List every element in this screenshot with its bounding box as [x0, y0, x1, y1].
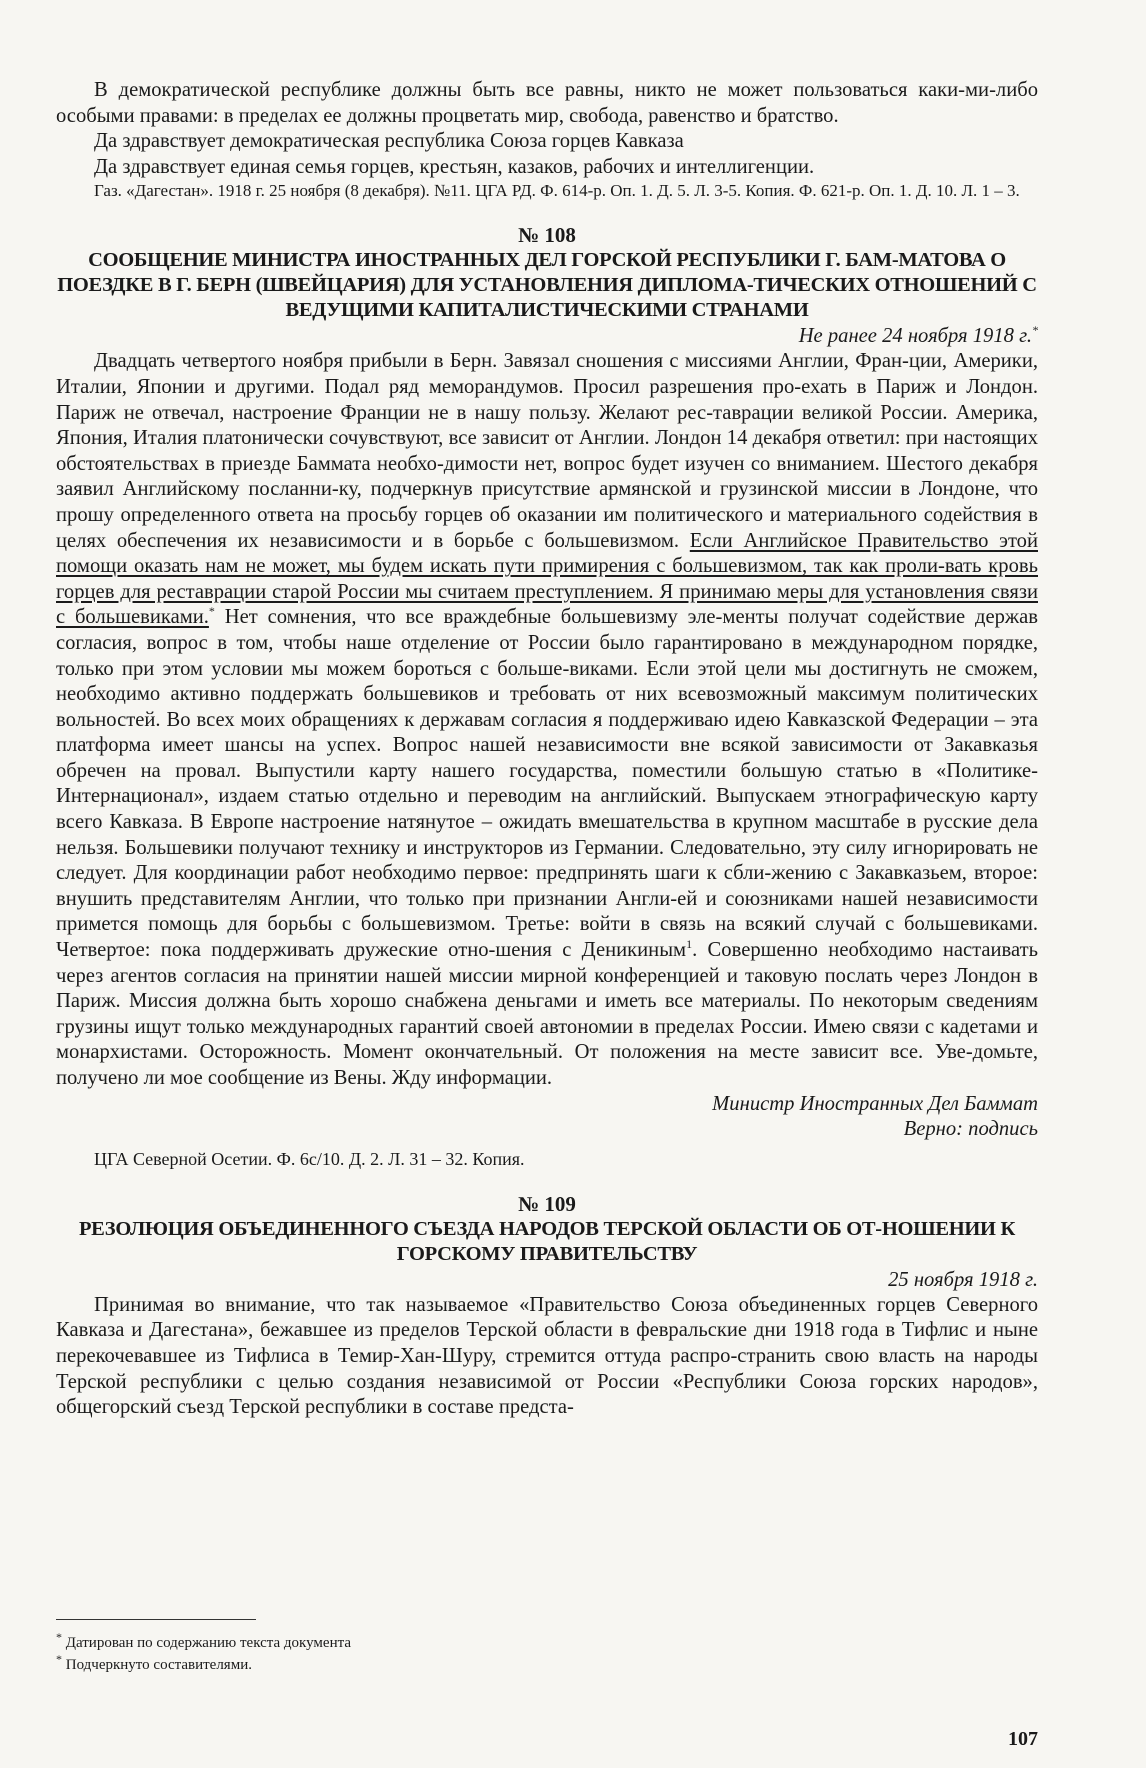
doc108-date-line	[56, 323, 1038, 349]
doc108-body-after-1: Нет сомнения, что все враждебные большевизму эле-менты получат содействие держав согласия, вопрос в том, чтобы наше отделение от России было гарантировано в международном порядке, только при этом условии мы можем бороться с больше-виками. Если этой цели мы достигнуть не сможем, необходимо активно поддержать большевиков и требовать от них всевозможный максимум политических вольностей. Во всех моих обращениях к державам согласия я поддерживаю идею Кавказской Федерации – эта платформа имеет шансы на успех. Вопрос нашей независимости вне всякой зависимости от Закавказья обречен на провал. Выпустили карту нашего государства, поместили большую статью в «Политике-Интернационал», издаем статью отдельно и переводим на английский. Выпускаем этнографическую карту всего Кавказа. В Европе настроение натянутое – ожидать вмешательства в крупном масштабе в русские дела нельзя. Большевики получают технику и инструкторов из Германии. Следовательно, эту силу игнорировать не следует. Для координации работ необходимо первое: предпринять шаги к сбли-жению с Закавказьем, второе: внушить представителям Англии, что только при признании Англи-ей и союзниками нашей независимости примется помощь для борьбы с большевизмом. Третье: войти в связь на всякий случай с большевиками. Четвертое: пока поддерживать дружеские отно-шения с Деникиным	[56, 606, 1038, 962]
doc108-footnote-ref: 1	[686, 937, 693, 952]
footnote-mark: *	[56, 1630, 62, 1644]
footnote	[56, 1654, 351, 1676]
document-109	[56, 1191, 1038, 1421]
intro-paragraph: В демократической республике должны быть все равны, никто не может пользоваться каки-ми-либо особыми правами: в пределах ее должны процветать мир, свобода, равенство и братство.	[56, 79, 1038, 127]
document-108	[56, 222, 1038, 1170]
footnotes	[56, 1632, 351, 1676]
footnote-divider	[56, 1619, 256, 1620]
doc109-title: РЕЗОЛЮЦИЯ ОБЪЕДИНЕННОГО СЪЕЗДА НАРОДОВ ТЕРСКОЙ ОБЛАСТИ ОБ ОТ-НОШЕНИИ К ГОРСКОМУ ПРАВИТЕЛЬСТВУ	[78, 1217, 1016, 1265]
intro-paragraph: Да здравствует единая семья горцев, крестьян, казаков, рабочих и интеллигенции.	[94, 155, 815, 178]
doc108-signature: Министр Иностранных Дел Баммат	[712, 1092, 1038, 1115]
footnote	[56, 1632, 351, 1654]
doc109-body: Принимая во внимание, что так называемое «Правительство Союза объединенных горцев Северного Кавказа и Дагестана», бежавшее из пределов Терской области в февральские дни 1918 года в Тифлис и ныне перекочевавшее из Тифлиса в Темир-Хан-Шуру, стремится оттуда распро-странить свою власть на народы Терской республики с целью создания независимой от России «Республики Союза горских народов», общегорский съезд Терской республики в составе предста-	[56, 1293, 1038, 1419]
doc108-verification: Верно: подпись	[903, 1118, 1038, 1141]
doc108-number: № 108	[518, 223, 576, 248]
footnote-text: Подчеркнуто составителями.	[65, 1657, 252, 1673]
intro-section	[56, 78, 1038, 202]
doc108-title: СООБЩЕНИЕ МИНИСТРА ИНОСТРАННЫХ ДЕЛ ГОРСКОЙ РЕСПУБЛИКИ Г. БАМ-МАТОВА О ПОЕЗДКЕ В Г. БЕРН (ШВЕЙЦАРИЯ) ДЛЯ УСТАНОВЛЕНИЯ ДИПЛОМА-ТИЧЕСКИХ ОТНОШЕНИЙ С ВЕДУЩИМИ КАПИТАЛИСТИЧЕСКИМИ СТРАНАМИ	[57, 249, 1037, 322]
doc108-date-footnote-mark: *	[1032, 323, 1038, 338]
intro-source: Газ. «Дагестан». 1918 г. 25 ноября (8 декабря). №11. ЦГА РД. Ф. 614-р. Оп. 1. Д. 5. Л. 3-5. Копия. Ф. 621-р. Оп. 1. Д. 10. Л. 1 – 3.	[94, 181, 1020, 201]
footnote-mark: *	[56, 1652, 62, 1666]
doc108-body-after-2: . Совершенно необходимо настаивать через агентов согласия на принятии нашей миссии мирной конференцией и таковую послать через Лондон в Париж. Миссия должна быть хорошо снабжена деньгами и иметь все материалы. По некоторым сведениям грузины ищут только международных гарантий своей автономии в пределах России. Имею связи с кадетами и монархистами. Осторожность. Момент окончательный. От положения на месте зависит все. Уве-домьте, получено ли мое сообщение из Вены. Жду информации.	[56, 939, 1038, 1089]
doc109-date: 25 ноября 1918 г.	[888, 1268, 1038, 1291]
doc108-body-before: Двадцать четвертого ноября прибыли в Берн. Завязал сношения с миссиями Англии, Фран-ции, Америки, Италии, Японии и другими. Подал ряд меморандумов. Просил разрешения про-ехать в Париж и Лондон. Париж не отвечал, настроение Франции не в нашу пользу. Желают рес-таврации великой России. Америка, Япония, Италия платонически сочувствуют, все зависит от Англии. Лондон 14 декабря ответил: при настоящих обстоятельствах в приезде Баммата необхо-димости нет, вопрос будет изучен со вниманием. Шестого декабря заявил Английскому посланни-ку, подчеркнув присутствие армянской и грузинской миссии в Лондоне, что прошу определенного ответа на просьбу горцев об оказании им политического и материального содействия в целях обеспечения их независимости и в борьбе с большевизмом.	[56, 350, 1038, 552]
doc109-number: № 109	[518, 1191, 576, 1216]
intro-paragraph: Да здравствует демократическая республика Союза горцев Кавказа	[94, 130, 684, 153]
footnote-text: Датирован по содержанию текста документа	[65, 1635, 351, 1651]
doc108-body	[56, 349, 1038, 1091]
doc108-underline-footnote-mark: *	[208, 604, 215, 619]
doc108-archive: ЦГА Северной Осетии. Ф. 6с/10. Д. 2. Л. 31 – 32. Копия.	[94, 1148, 525, 1169]
doc108-underlined-text: Если Английское Правительство этой помощи оказать нам не может, мы будем искать пути примирения с большевизмом, так как прoли-вать кровь горцев для реставрации старой России мы считаем преступлением. Я принимаю меры для установления связи с большевиками.	[56, 529, 1038, 629]
doc108-date: Не ранее 24 ноября 1918 г.	[798, 325, 1032, 348]
page-number: 107	[1008, 1728, 1038, 1750]
